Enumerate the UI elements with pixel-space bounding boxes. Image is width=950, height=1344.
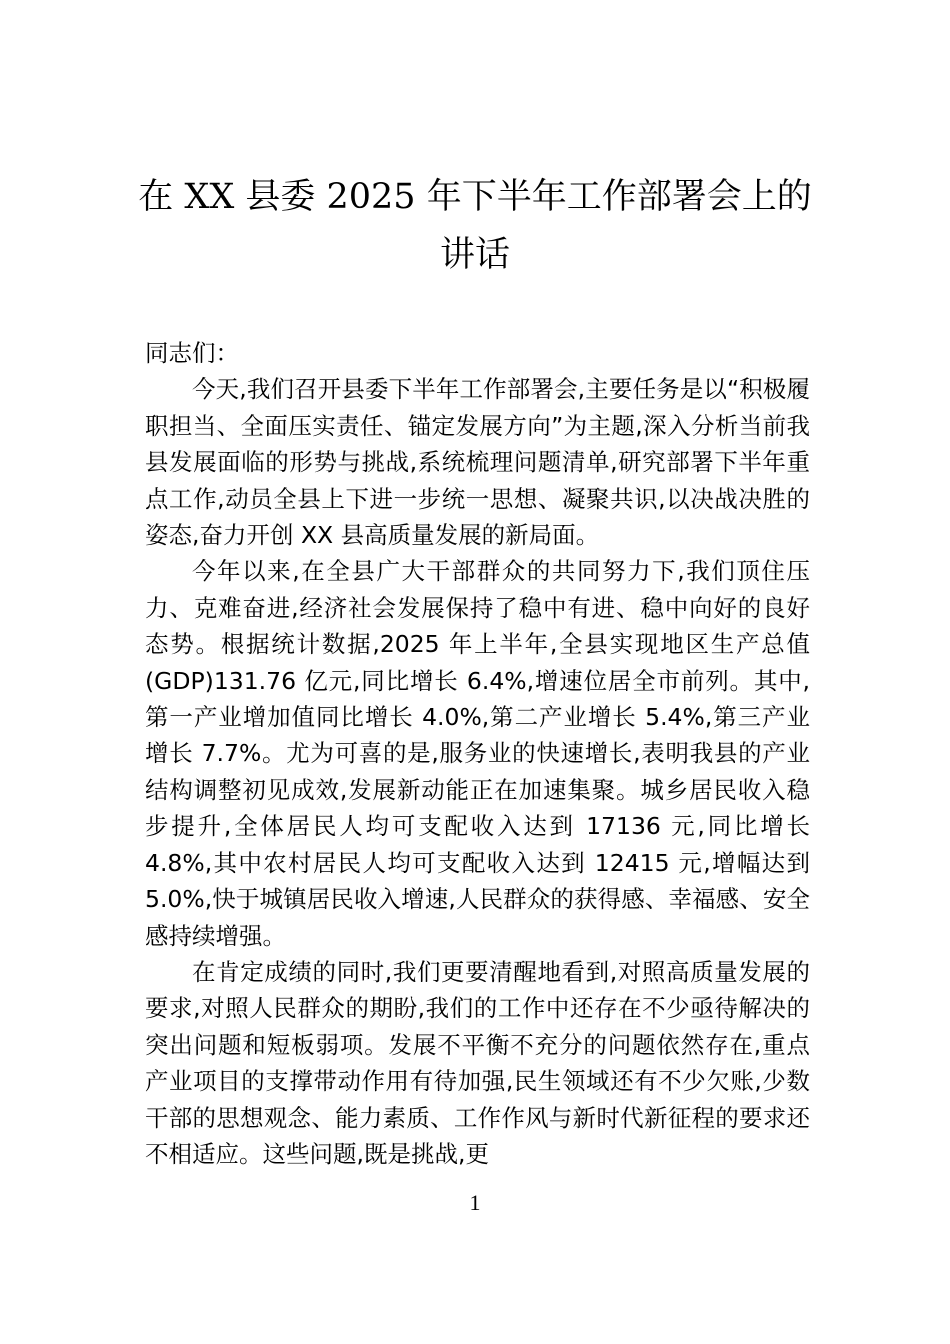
title-line-1: 在 XX 县委 2025 年下半年工作部署会上的: [138, 177, 812, 217]
paragraph-2: 今年以来,在全县广大干部群众的共同努力下,我们顶住压力、克难奋进,经济社会发展保持了稳中有进、稳中向好的良好态势。根据统计数据,2025 年上半年,全县实现地区生产总值(GDP)131.76 亿元,同比增长 6.4%,增速位居全市前列。其中,第一产业增加值同比增长 4.0%,第二产业增长 5.4%,第三产业增长 7.7%。尤为可喜的是,服务业的快速增长,表明我县的产业结构调整初见成效,发展新动能正在加速集聚。城乡居民收入稳步提升,全体居民人均可支配收入达到 17136 元,同比增长 4.8%,其中农村居民人均可支配收入达到 12415 元,增幅达到 5.0%,快于城镇居民收入增速,人民群众的获得感、幸福感、安全感持续增强。: [145, 557, 810, 950]
document-body: [145, 335, 810, 1172]
document-title: [100, 168, 850, 284]
title-line-2: 讲话: [439, 235, 510, 275]
paragraph-1: 今天,我们召开县委下半年工作部署会,主要任务是以“积极履职担当、全面压实责任、锚定发展方向”为主题,深入分析当前我县发展面临的形势与挑战,系统梳理问题清单,研究部署下半年重点工作,动员全县上下进一步统一思想、凝聚共识,以决战决胜的姿态,奋力开创 XX 县高质量发展的新局面。: [145, 375, 810, 550]
paragraph-3: 在肯定成绩的同时,我们更要清醒地看到,对照高质量发展的要求,对照人民群众的期盼,我们的工作中还存在不少亟待解决的突出问题和短板弱项。发展不平衡不充分的问题依然存在,重点产业项目的支撑带动作用有待加强,民生领域还有不少欠账,少数干部的思想观念、能力素质、工作作风与新时代新征程的要求还不相适应。这些问题,既是挑战,更: [145, 957, 810, 1168]
page-number: 1: [469, 1190, 481, 1215]
salutation: 同志们：: [145, 339, 239, 367]
